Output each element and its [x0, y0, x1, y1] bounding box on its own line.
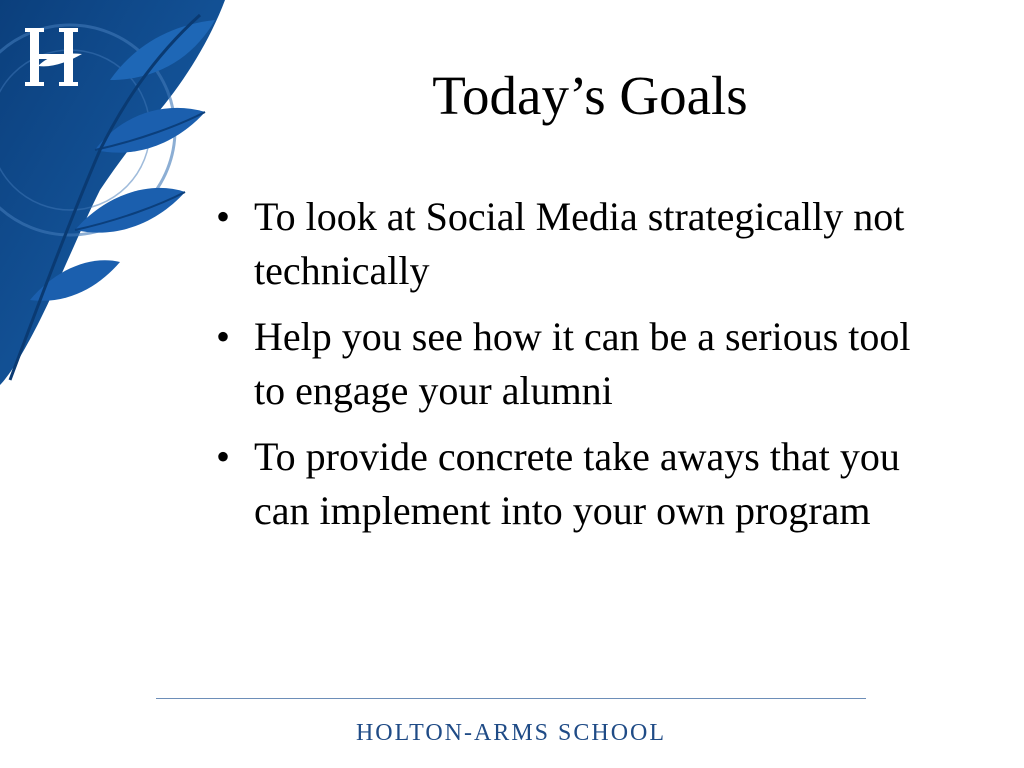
footer-divider — [156, 698, 866, 699]
bullet-text: To provide concrete take aways that you can implement into your own program — [254, 434, 900, 533]
list-item — [216, 430, 936, 538]
logo-h-monogram-icon — [22, 22, 86, 92]
list-item — [216, 190, 936, 298]
footer-school-name: HOLTON-ARMS SCHOOL — [355, 720, 667, 746]
bullet-text: To look at Social Media strategically not technically — [254, 194, 905, 293]
slide-title: Today’s Goals — [432, 65, 748, 126]
bullet-icon: • — [216, 434, 231, 479]
bullet-icon: • — [216, 194, 231, 239]
bullet-icon: • — [216, 314, 231, 359]
bullet-text: Help you see how it can be a serious tool to engage your alumni — [254, 314, 911, 413]
list-item — [216, 310, 936, 418]
goals-bullet-list — [216, 190, 936, 550]
